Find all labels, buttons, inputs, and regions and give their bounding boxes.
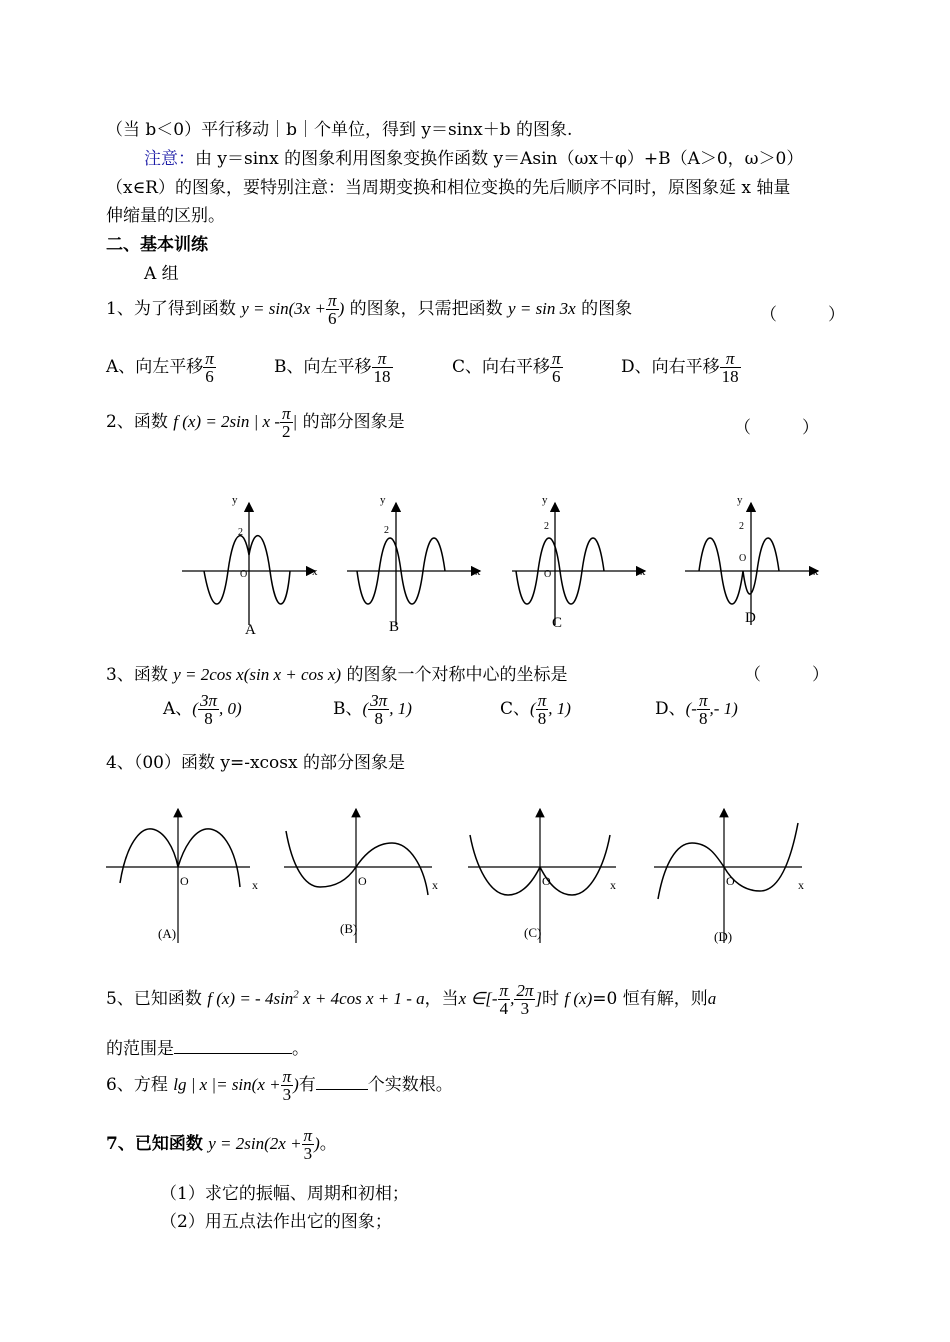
q4-stem: 4、（00）函数 y=-xcosx 的部分图象是 [106,753,406,773]
q5-stem: 5、已知函数 f (x) = - $4\sin^2$ x + 4cos x + 1 - a，当x ∈[- $\frac{\pi}{4}$ , $\frac{2\pi}{3}$ ]时 f (x)=0 恒有解，则a [106,981,717,1018]
q4-label-c: (C) [524,925,542,940]
svg-text:y: y [232,494,238,506]
q4-graph-d [654,809,804,944]
q1-stem: 1、为了得到函数 y = sin(3x + $\frac{\pi}{6}$ ) 的图象，只需把函数 y = sin 3x 的图象 [106,291,633,328]
q3-option-a: A、( $\frac{3\pi}{8}$ , 0) [163,691,242,728]
q2-stem: 2、函数 f (x) = 2sin | x - $\frac{\pi}{2}$ | 的部分图象是 [106,404,405,441]
q5-answer-blank[interactable] [174,1053,292,1054]
svg-text:2: 2 [238,527,243,538]
q1-formula-2: y = sin 3x [508,299,576,318]
q1-prefix: 1、为了得到函数 [106,299,236,319]
q3-stem: 3、函数 y = 2cos x(sin x + cos x) 的图象一个对称中心的坐标是 [106,665,568,685]
svg-text:x: x [640,566,646,578]
intro-line-1: （当 b＜0）平行移动｜b｜个单位，得到 y＝sinx＋b 的图象. [106,120,573,140]
svg-text:x: x [798,878,804,892]
q5-line-2: 的范围是 。 [106,1039,309,1059]
q2-label-c: C [552,615,563,631]
note-label: 注意： [144,149,195,169]
svg-text:x: x [432,878,438,892]
q3-option-d: D、(- $\frac{\pi}{8}$ ,- 1) [655,691,738,728]
svg-text:x: x [312,566,318,578]
q2-graph-b [347,494,481,635]
q4-label-b: (B) [340,921,358,936]
note-line-3: 伸缩量的区别。 [106,206,225,226]
group-label: A 组 [144,264,179,284]
q4-graph-a [106,809,258,943]
q2-graph-d [685,494,819,626]
svg-text:2: 2 [739,521,744,532]
q3-option-c: C、( $\frac{\pi}{8}$ , 1) [500,691,571,728]
svg-text:O: O [544,569,552,580]
q2-graphs [170,485,830,645]
svg-text:y: y [737,494,743,506]
q1-option-d: D、向右平移 $\frac{\pi}{18}$ [621,349,739,386]
q6-answer-blank[interactable] [316,1089,368,1090]
svg-text:O: O [180,874,189,888]
svg-text:x: x [813,566,819,578]
q3-option-b: B、( $\frac{3\pi}{8}$ , 1) [333,691,412,728]
q2-graph-a [182,494,318,638]
q1-frac-pi-6: $\frac{\pi}{6}$ [328,291,337,328]
q1-formula-1: y = sin(3x + [241,299,327,318]
q2-answer-paren: （ ） [734,418,819,438]
svg-text:x: x [252,878,258,892]
note-line-2: （x∈R）的图象，要特别注意：当周期变换和相位变换的先后顺序不同时，原图象延 x 轴量 [106,178,791,198]
q4-graph-b [284,809,438,943]
svg-text:x: x [475,566,481,578]
q1-option-c: C、向右平移 $\frac{\pi}{6}$ [452,349,561,386]
q7-stem: 7、已知函数 y = 2sin(2x + $\frac{\pi}{3}$ )。 [106,1126,337,1163]
svg-text:2: 2 [384,525,389,536]
svg-text:y: y [380,494,386,506]
svg-text:x: x [610,878,616,892]
svg-text:O: O [240,569,248,580]
svg-text:O: O [726,874,735,888]
q2-label-d: D [745,610,756,626]
q4-label-d: (D) [714,929,733,944]
q1-suffix: 的图象 [581,299,633,319]
q2-graph-c [512,494,646,631]
svg-text:O: O [358,874,367,888]
svg-text:2: 2 [544,521,549,532]
q1-option-a: A、向左平移 $\frac{\pi}{6}$ [106,349,214,386]
note-text-1: 由 y＝sinx 的图象利用图象变换作函数 y＝Asin（ωx＋φ）+B（A＞0，ω＞0） [195,149,804,169]
q4-graphs [100,795,820,955]
svg-text:O: O [739,553,747,564]
svg-text:y: y [542,494,548,506]
section-title: 二、基本训练 [106,235,208,255]
q7-sub-1: （1）求它的振幅、周期和初相； [160,1184,409,1204]
svg-text:O: O [542,874,551,888]
q3-answer-paren: （ ） [744,665,829,685]
q2-label-b: B [389,619,400,635]
q1-mid: 的图象，只需把函数 [349,299,503,319]
q6-stem: 6、方程 lg | x |= sin(x + $\frac{\pi}{3}$ )有 个实数根。 [106,1067,453,1104]
note-line-1 [144,144,803,169]
q1-option-b: B、向左平移 $\frac{\pi}{18}$ [274,349,391,386]
q2-label-a: A [245,622,256,638]
q7-sub-2: （2）用五点法作出它的图象； [160,1212,392,1232]
q4-label-a: (A) [158,926,177,941]
q1-answer-paren: （ ） [760,305,845,325]
q4-graph-c [468,809,616,943]
